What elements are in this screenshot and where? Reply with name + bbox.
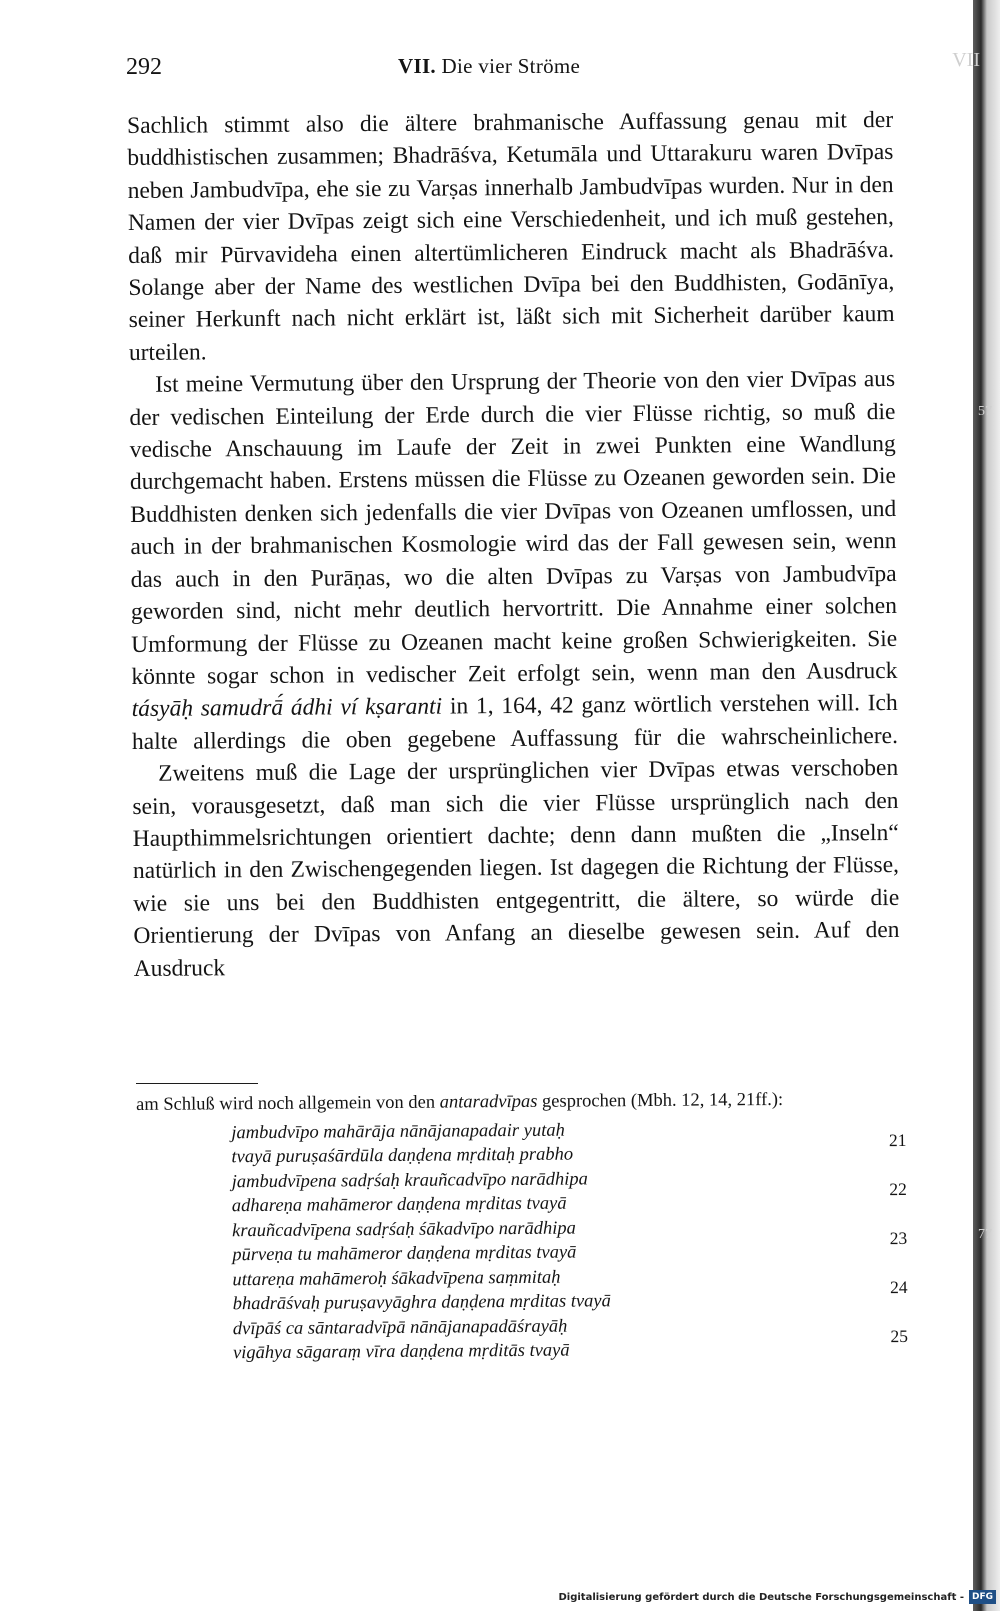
digitization-credit: Digitalisierung gefördert durch die Deutsche Forschungsgemeinschaft -: [558, 1592, 964, 1603]
footnote-text: gesprochen (Mbh. 12, 14, 21ff.):: [537, 1089, 784, 1112]
bleed-through-number: 77: [978, 1227, 992, 1242]
verse-21: [231, 1115, 906, 1169]
verse-line: bhadrāśvaḥ puruṣavyāghra daṇḍena mṛditas tvayā: [232, 1291, 611, 1315]
verse-number: 21: [888, 1129, 907, 1150]
running-head: [398, 54, 580, 79]
verse-24: [232, 1262, 907, 1316]
verse-22: [232, 1164, 907, 1218]
page-edge-shadow: [973, 0, 1000, 1611]
paragraph-text: Zweitens muß die Lage der ursprünglichen vier Dvīpas etwas verschoben sein, vorausgesetzt, daß man sich die vier Flüsse ursprünglich nach den Haupthimmelsrichtungen orientiert dachte; denn dann mußten die „Inseln“ natürlich in den Zwischengegenden liegen. Ist dagegen die Richtung der Flüsse, wie sie uns bei den Buddhisten entgegentritt, die ältere, so würde die Orientierung der Dvīpas von Anfang an dieselbe gewesen sein. Auf den Ausdruck: [132, 755, 900, 982]
verse-number: 23: [889, 1227, 908, 1248]
verse-line: tvayā puruṣaśārdūla daṇḍena mṛditaḥ prabho: [231, 1144, 574, 1168]
verse-23: [232, 1213, 907, 1267]
bleed-through-heading: VII: [952, 49, 980, 71]
paragraph-2: [129, 363, 898, 758]
verse-line: dvīpāś ca sāntaradvīpā nānājanapadāśrayāḥ: [232, 1316, 568, 1339]
verse-line: jambudvīpena sadṛśaḥ krauñcadvīpo narādhipa: [231, 1168, 588, 1192]
verse-line: krauñcadvīpena sadṛśaḥ śākadvīpo narādhipa: [232, 1218, 576, 1241]
verse-number: 25: [890, 1325, 909, 1346]
footnote: [136, 1087, 908, 1367]
footnote-intro: [136, 1087, 906, 1118]
verse-25: [233, 1311, 908, 1365]
dfg-logo: DFG: [969, 1590, 996, 1604]
rigveda-quote: tásyāḥ samudrā́ ádhi ví kṣaranti: [131, 693, 443, 723]
paragraph-1: [127, 104, 895, 369]
chapter-title: Die vier Ströme: [441, 54, 581, 78]
paragraph-text: Ist meine Vermutung über den Ursprung der Theorie von den vier Dvīpas aus der vedischen Einteilung der Erde durch die vier Flüsse richtig, so muß die vedische Anschauung im Laufe der Zeit in zwei Punkten eine Wandlung durchgemacht haben. Erstens müssen die Flüsse zu Ozeanen geworden sein. Die Buddhisten denken sich jedenfalls die vier Dvīpas von Ozeanen umflossen, und auch in der brahmanischen Kosmologie wird das der Fall gewesen sein, wenn das auch in den Purāṇas, wo die alten Dvīpas zu Varṣas von Jambudvīpa geworden sind, nicht mehr deutlich hervortritt. Die Annahme einer solchen Umformung der Flüsse zu Ozeanen macht keine großen Schwierigkeiten. Sie könnte sogar schon in vedischer Zeit erfolgt sein, wenn man den Ausdruck: [129, 366, 898, 690]
verse-number: 22: [889, 1178, 907, 1199]
verse-line: adhareṇa mahāmeror daṇḍena mṛditas tvayā: [231, 1193, 567, 1217]
paragraph-text: Sachlich stimmt also die ältere brahmanische Auffassung genau mit der buddhistischen zusammen; Bhadrāśva, Ketumāla und Uttarakuru waren Dvīpas neben Jambudvīpa, ehe sie zu Varṣas innerhalb Jambudvīpas wurden. Nur in den Namen der vier Dvīpas zeigt sich eine Verschiedenheit, und ich muß gestehen, daß mir Pūrvavideha einen altertümlicheren Eindruck macht als Bhadrāśva. Solange aber der Name des westlichen Dvīpa bei den Buddhisten, Godānīya, seiner Herkunft nach nicht erklärt ist, läßt sich mit Sicherheit darüber kaum urteilen.: [127, 106, 895, 366]
verse-line: pūrveṇa tu mahāmeror daṇḍena mṛditas tvayā: [232, 1242, 577, 1266]
footnote-rule: [136, 1083, 258, 1084]
paragraph-text: in 1, 164, 42 ganz wörtlich verstehen will. Ich halte allerdings die oben gegebene Auffassung für die wahrscheinlichere.: [131, 690, 899, 755]
body-text: [127, 104, 900, 985]
footnote-term: antaradvīpas: [439, 1091, 538, 1113]
verse-line: vigāhya sāgaraṃ vīra daṇḍena mṛditās tvayā: [232, 1340, 570, 1364]
verse-line: uttareṇa mahāmeroḥ śākadvīpena saṃmitaḥ: [232, 1267, 561, 1290]
footnote-text: am Schluß wird noch allgemein von den: [136, 1092, 440, 1115]
verse-number: 24: [889, 1276, 908, 1297]
verse-line: jambudvīpo mahārāja nānājanapadair yutaḥ: [231, 1120, 565, 1143]
page-number: 292: [126, 54, 162, 80]
bleed-through-number: 57: [978, 404, 992, 419]
paragraph-3: [132, 752, 900, 985]
chapter-number: VII.: [398, 54, 436, 78]
